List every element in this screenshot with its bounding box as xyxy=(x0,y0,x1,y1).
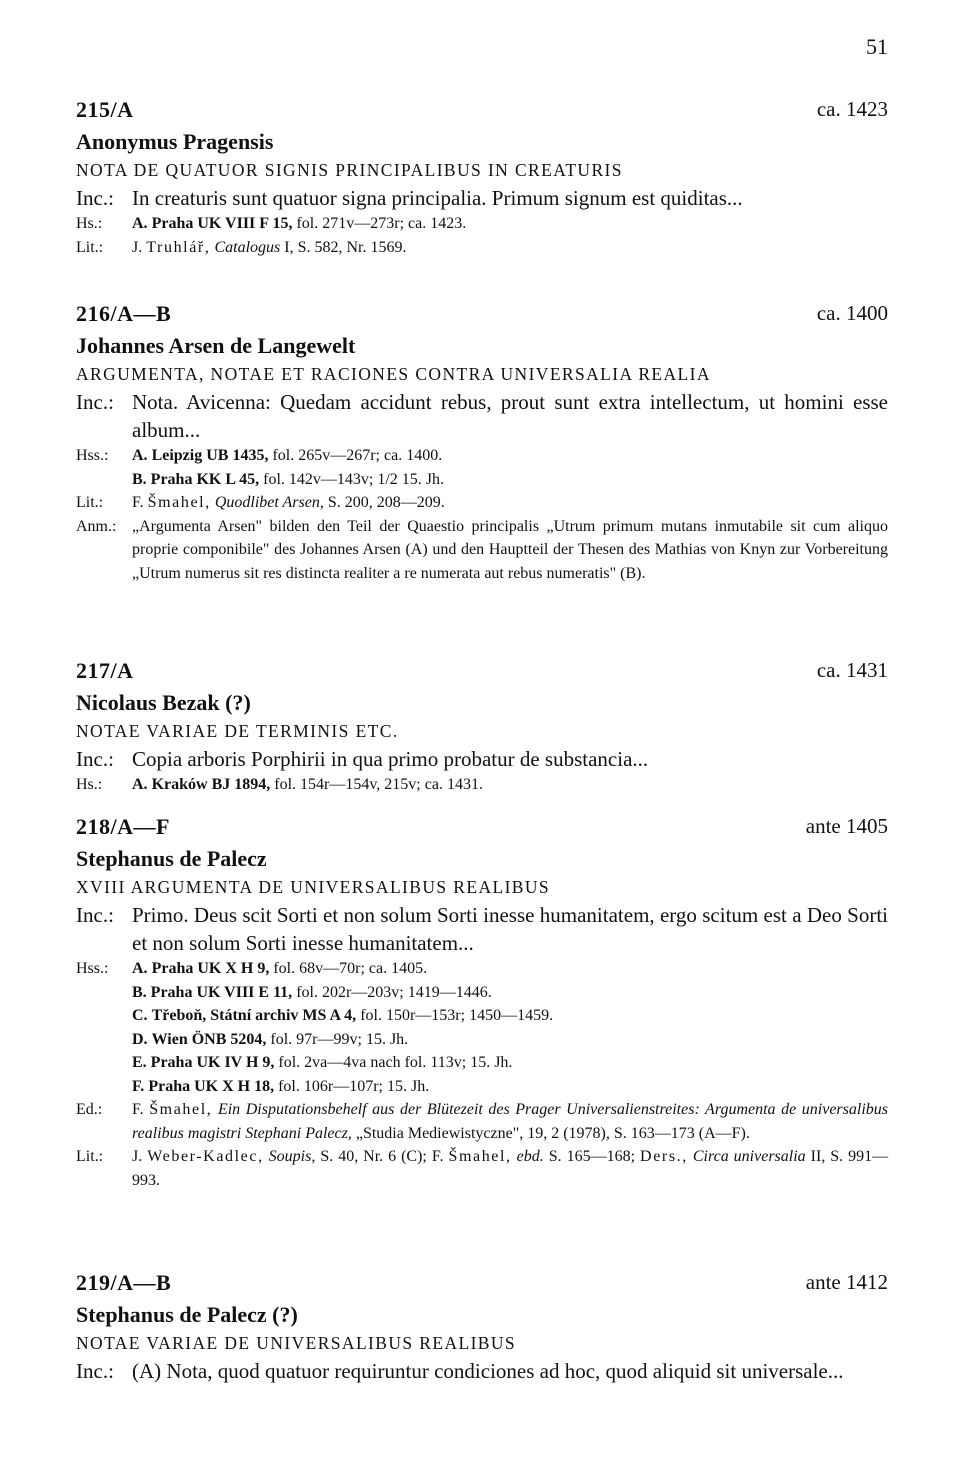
manuscript-detail: fol. 202r—203v; 1419—1446. xyxy=(296,983,492,1001)
manuscript-library: Praha UK VIII F 15, xyxy=(151,215,293,232)
manuscript-item: A. Kraków BJ 1894, fol. 154r—154v, 215v; ca. 1431. xyxy=(132,776,483,793)
edition-label: Ed.: xyxy=(76,1101,103,1118)
incipit-label: Inc.: xyxy=(76,903,114,927)
manuscript-library: Wien ÖNB 5204, xyxy=(151,1030,267,1048)
manuscripts-label: Hs.: xyxy=(76,776,103,793)
manuscript-library: Praha UK X H 18, xyxy=(148,1077,275,1095)
entry-author: Johannes Arsen de Langewelt xyxy=(76,333,356,358)
manuscript-library: Třeboň, Státní archiv MS A 4, xyxy=(151,1007,357,1024)
edition-author: Šmahel, xyxy=(149,1101,213,1118)
entry-date: ca. 1400 xyxy=(816,301,888,325)
entry-title: NOTA DE QUATUOR SIGNIS PRINCIPALIBUS IN CREATURIS xyxy=(76,160,623,180)
literature: Lit.: J. Truhlář, Catalogus I, S. 582, Nr. 1569. xyxy=(76,236,888,260)
entry-number: 216/A—B xyxy=(76,301,172,326)
entry-date: ante 1405 xyxy=(805,814,888,838)
manuscript-item: B. Praha UK VIII E 11, fol. 202r—203v; 1419—1446. xyxy=(132,983,492,1001)
entry-number: 219/A—B xyxy=(76,1270,172,1295)
literature-label: Lit.: xyxy=(76,494,104,511)
entry-date: ante 1412 xyxy=(805,1270,888,1294)
manuscript-library: Praha UK IV H 9, xyxy=(150,1054,275,1071)
entry-header xyxy=(76,814,888,844)
incipit-text: Primo. Deus scit Sorti et non solum Sorti inesse humanitatem, ergo scitum est a Deo Sorti et non solum Sorti inesse humanitatem... xyxy=(132,903,888,955)
incipit xyxy=(76,901,888,957)
annotation xyxy=(76,515,888,586)
incipit-label: Inc.: xyxy=(76,1359,114,1383)
entry-author: Anonymus Pragensis xyxy=(76,129,274,154)
literature-label: Lit.: xyxy=(76,1148,104,1165)
entry-title: XVIII ARGUMENTA DE UNIVERSALIBUS REALIBUS xyxy=(76,877,551,897)
manuscripts-label: Hs.: xyxy=(76,215,103,232)
manuscript-detail: fol. 265v—267r; ca. 1400. xyxy=(272,447,443,464)
entry-date: ca. 1431 xyxy=(816,658,888,682)
literature-author: Šmahel, xyxy=(147,494,211,511)
manuscript-detail: fol. 106r—107r; 15. Jh. xyxy=(278,1077,430,1095)
manuscripts-label: Hss.: xyxy=(76,960,109,977)
incipit-text: (A) Nota, quod quatuor requiruntur condiciones ad hoc, quod aliquid sit universale... xyxy=(132,1359,844,1383)
edition: Ed.: F. Šmahel, Ein Disputationsbehelf aus der Blütezeit des Prager Universalienstreites: Argumenta de universalibus realibus magistri Stephani Palecz, „Studia Mediewistyczne", 19, 2 (1978), S. 163—173 (A—F). xyxy=(76,1098,888,1145)
annotation-text: „Argumenta Arsen" bilden den Teil der Quaestio principalis „Utrum primum mutans inmutabile sit cum aliquo proprie componibile" des Johannes Arsen (A) und den Hauptteil der Thesen des Mathias von Knyn zur Vorbereitung „Utrum numerus sit res distincta realiter a re numerata aut rebus numeratis" (B). xyxy=(132,517,888,582)
manuscript-item: A. Leipzig UB 1435, fol. 265v—267r; ca. 1400. xyxy=(132,447,443,464)
incipit-text: Copia arboris Porphirii in qua primo probatur de substancia... xyxy=(132,747,649,771)
entry-header xyxy=(76,301,888,331)
catalog-entry-218 xyxy=(76,814,888,1192)
entry-header xyxy=(76,658,888,688)
manuscript-item: E. Praha UK IV H 9, fol. 2va—4va nach fol. 113v; 15. Jh. xyxy=(132,1054,513,1071)
manuscript-detail: fol. 150r—153r; 1450—1459. xyxy=(360,1007,554,1024)
edition-work: Ein Disputationsbehelf aus der Blütezeit des Prager Universalienstreites: Argumenta de universalibus realibus magistri Stephani Palecz, xyxy=(132,1101,889,1142)
incipit-text: Nota. Avicenna: Quedam accidunt rebus, prout sunt extra intellectum, ut homini esse album... xyxy=(132,390,888,442)
literature-work: Circa universalia xyxy=(692,1148,806,1165)
incipit-text: In creaturis sunt quatuor signa principalia. Primum signum est quiditas... xyxy=(132,186,743,210)
catalog-entry-219 xyxy=(76,1270,888,1385)
manuscript-item: A. Praha UK VIII F 15, fol. 271v—273r; ca. 1423. xyxy=(132,215,467,232)
manuscript-item: A. Praha UK X H 9, fol. 68v—70r; ca. 1405. xyxy=(132,960,428,977)
manuscript-detail: fol. 97r—99v; 15. Jh. xyxy=(270,1030,409,1048)
entry-author: Stephanus de Palecz (?) xyxy=(76,1302,298,1327)
manuscript-detail: fol. 68v—70r; ca. 1405. xyxy=(273,960,428,977)
manuscript-item: D. Wien ÖNB 5204, fol. 97r—99v; 15. Jh. xyxy=(132,1030,409,1048)
manuscript-library: Praha UK X H 9, xyxy=(151,960,270,977)
catalog-entry-216 xyxy=(76,301,888,585)
incipit xyxy=(76,388,888,444)
manuscript-detail: fol. 271v—273r; ca. 1423. xyxy=(296,215,467,232)
manuscript-item: F. Praha UK X H 18, fol. 106r—107r; 15. Jh. xyxy=(132,1077,430,1095)
entry-number: 218/A—F xyxy=(76,814,170,839)
literature: Lit.: F. Šmahel, Quodlibet Arsen, S. 200, 208—209. xyxy=(76,491,888,515)
entry-author: Nicolaus Bezak (?) xyxy=(76,690,251,715)
manuscript-detail: fol. 154r—154v, 215v; ca. 1431. xyxy=(274,776,483,793)
incipit xyxy=(76,745,888,773)
entry-number: 217/A xyxy=(76,658,134,683)
literature-label: Lit.: xyxy=(76,238,104,256)
incipit-label: Inc.: xyxy=(76,390,114,414)
manuscript-library: Praha KK L 45, xyxy=(150,470,260,488)
literature-author: Šmahel, xyxy=(448,1148,512,1165)
entry-date: ca. 1423 xyxy=(816,97,888,121)
literature-author: Weber-Kadlec, xyxy=(147,1148,264,1165)
manuscripts-label: Hss.: xyxy=(76,447,109,464)
incipit-label: Inc.: xyxy=(76,186,114,210)
incipit xyxy=(76,1357,888,1385)
manuscripts xyxy=(76,444,888,491)
manuscript-detail: fol. 2va—4va nach fol. 113v; 15. Jh. xyxy=(278,1054,513,1071)
entry-header xyxy=(76,97,888,127)
manuscript-item: C. Třeboň, Státní archiv MS A 4, fol. 150r—153r; 1450—1459. xyxy=(132,1007,554,1024)
entry-number: 215/A xyxy=(76,97,134,122)
manuscripts xyxy=(76,773,888,797)
entry-title: NOTAE VARIAE DE TERMINIS ETC. xyxy=(76,721,399,741)
annotation-label: Anm.: xyxy=(76,517,117,535)
manuscript-item: B. Praha KK L 45, fol. 142v—143v; 1/2 15. Jh. xyxy=(132,470,445,488)
manuscripts xyxy=(76,957,888,1098)
entry-title: NOTAE VARIAE DE UNIVERSALIBUS REALIBUS xyxy=(76,1333,517,1353)
entry-header xyxy=(76,1270,888,1300)
entry-author: Stephanus de Palecz xyxy=(76,846,267,871)
literature-author: Ders., xyxy=(640,1148,688,1165)
literature: Lit.: J. Weber-Kadlec, Soupis, S. 40, Nr. 6 (C); F. Šmahel, ebd. S. 165—168; Ders., Circa universalia II, S. 991—993. xyxy=(76,1145,888,1192)
manuscript-detail: fol. 142v—143v; 1/2 15. Jh. xyxy=(263,470,445,488)
literature-work: Soupis, xyxy=(268,1148,316,1165)
manuscript-library: Kraków BJ 1894, xyxy=(151,776,271,793)
literature-work: Quodlibet Arsen, xyxy=(214,494,324,511)
literature-work: ebd. xyxy=(516,1148,544,1165)
literature-author: Truhlář, xyxy=(146,238,211,256)
manuscripts xyxy=(76,212,888,236)
manuscript-library: Leipzig UB 1435, xyxy=(151,447,269,464)
catalog-entry-215 xyxy=(76,97,888,259)
manuscript-library: Praha UK VIII E 11, xyxy=(150,983,293,1001)
incipit xyxy=(76,184,888,212)
entry-title: ARGUMENTA, NOTAE ET RACIONES CONTRA UNIVERSALIA REALIA xyxy=(76,364,711,384)
literature-work: Catalogus xyxy=(214,238,281,256)
page-number: 51 xyxy=(866,34,888,59)
catalog-entry-217 xyxy=(76,658,888,797)
incipit-label: Inc.: xyxy=(76,747,114,771)
